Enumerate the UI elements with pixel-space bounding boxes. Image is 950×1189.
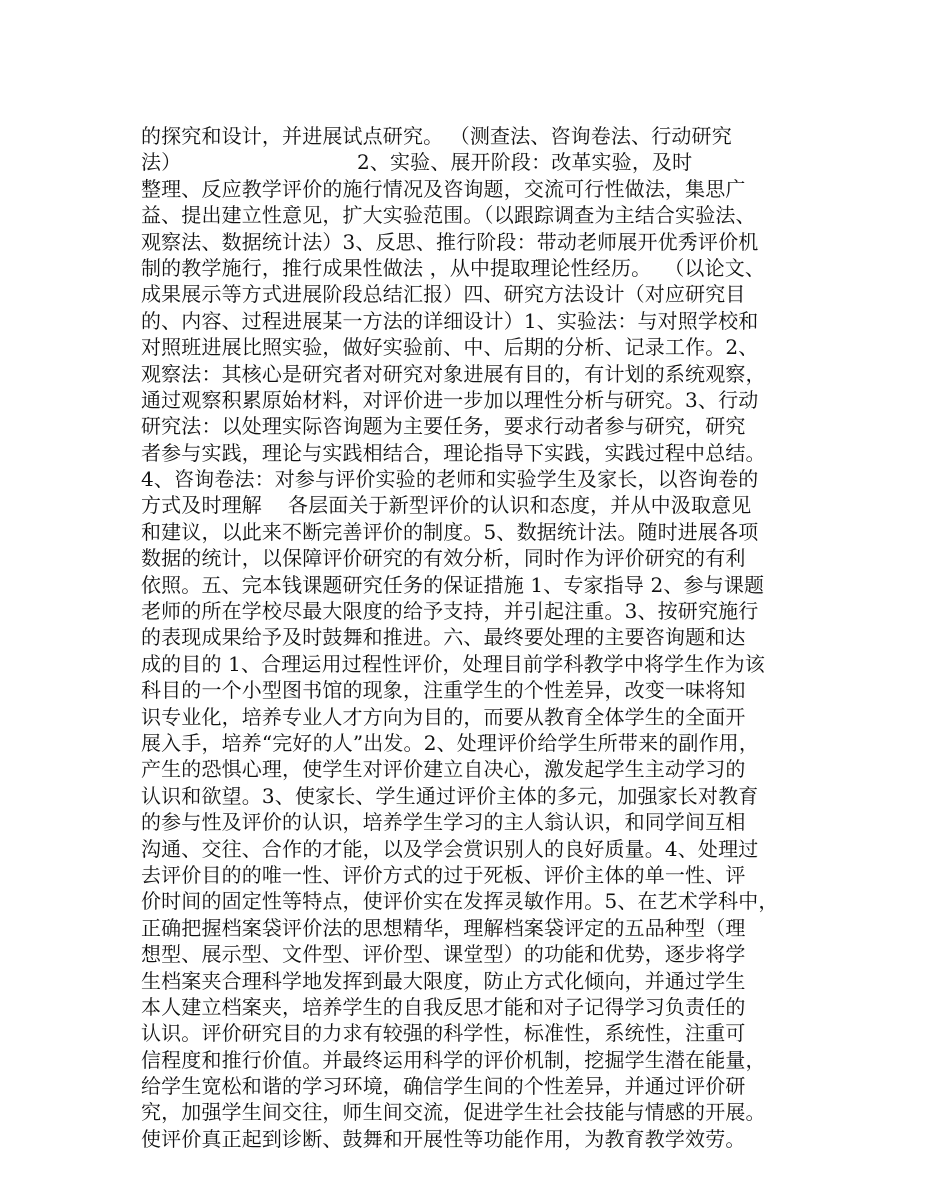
text-line: 的参与性及评价的认识，培养学生学习的主人翁认识，和同学间互相 [141,810,746,835]
text-line: 的探究和设计，并进展试点研究。 （测查法、咨询卷法、行动研究 [141,124,732,148]
text-line: 识专业化，培养专业人才方向为目的，而要从教育全体学生的全面开 [141,704,746,729]
text-line: 给学生宽松和谐的学习环境，确信学生间的个性差异，并通过评价研 [141,1074,746,1099]
text-line: 依照。五、完本钱课题研究任务的保证措施 1、专家指导 2、参与课题 [141,572,765,597]
text-line: 的表现成果给予及时鼓舞和推进。六、最终要处理的主要咨询题和达 [141,625,746,650]
text-line: 正确把握档案袋评价法的思想精华，理解档案袋评定的五品种型（理 [141,915,746,940]
text-line: 去评价目的的唯一性、评价方式的过于死板、评价主体的单一性、评 [141,862,746,887]
text-line: 科目的一个小型图书馆的现象，注重学生的个性差异，改变一味将知 [141,678,746,703]
text-line: 4、咨询卷法：对参与评价实验的老师和实验学生及家长，以咨询卷的 [141,467,759,492]
text-line: 方式及时理解 各层面关于新型评价的认识和态度，并从中汲取意见 [141,493,752,518]
text-line: 产生的恐惧心理，使学生对评价建立自决心，激发起学生主动学习的 [141,757,746,782]
text-line: 制的教学施行，推行成果性做法 ，从中提取理论性经历。 （以论文、 [141,255,766,280]
text-line: 通过观察积累原始材料，对评价进一步加以理性分析与研究。3、行动 [141,387,759,412]
text-line: 成的目的 1、合理运用过程性评价，处理目前学科教学中将学生作为该 [141,651,765,676]
text-line: 沟通、交往、合作的才能，以及学会赏识别人的良好质量。4、处理过 [141,836,759,861]
text-line: 益、提出建立性意见，扩大实验范围。（以跟踪调查为主结合实验法、 [141,203,756,228]
text-line: 数据的统计，以保障评价研究的有效分析，同时作为评价研究的有利 [141,546,746,571]
text-line: 观察法：其核心是研究者对研究对象进展有目的，有计划的系统观察， [141,361,766,386]
text-line: 观察法、数据统计法）3、反思、推行阶段：带动老师展开优秀评价机 [141,229,759,254]
body-text [141,123,831,1152]
text-line: 认识。评价研究目的力求有较强的科学性，标准性，系统性，注重可 [141,1021,746,1046]
text-line: 研究法：以处理实际咨询题为主要任务，要求行动者参与研究，研究 [141,414,746,439]
text-line: 价时间的固定性等特点，使评价实在发挥灵敏作用。5、在艺术学科中， [141,889,779,914]
text-line: 和建议，以此来不断完善评价的制度。5、数据统计法。随时进展各项 [141,519,759,544]
text-line: 法） 2、实验、展开阶段：改革实验，及时 [141,150,693,175]
text-line: 信程度和推行价值。并最终运用科学的评价机制，挖掘学生潜在能量， [141,1047,766,1072]
text-line: 的、内容、过程进展某一方法的详细设计）1、实验法：与对照学校和 [141,308,759,333]
text-line: 老师的所在学校尽最大限度的给予支持，并引起注重。3、按研究施行 [141,599,759,624]
text-line: 整理、反应教学评价的施行情况及咨询题，交流可行性做法，集思广 [141,176,746,201]
text-line: 认识和欲望。3、使家长、学生通过评价主体的多元，加强家长对教育 [141,783,759,808]
text-line: 使评价真正起到诊断、鼓舞和开展性等功能作用，为教育教学效劳。 [141,1126,746,1151]
text-line: 究，加强学生间交往，师生间交流，促进学生社会技能与情感的开展。 [141,1100,766,1125]
text-line: 本人建立档案夹，培养学生的自我反思才能和对子记得学习负责任的 [141,994,746,1019]
text-line: 展入手，培养“完好的人”出发。2、处理评价给学生所带来的副作用， [141,730,759,755]
text-line: 者参与实践，理论与实践相结合，理论指导下实践，实践过程中总结。 [141,440,766,465]
text-line: 成果展示等方式进展阶段总结汇报）四、研究方法设计（对应研究目 [141,282,746,307]
text-line: 想型、展示型、文件型、评价型、课堂型）的功能和优势，逐步将学 [141,942,746,967]
text-line: 对照班进展比照实验，做好实验前、中、后期的分析、记录工作。2、 [141,335,759,360]
text-line: 生档案夹合理科学地发挥到最大限度，防止方式化倾向，并通过学生 [141,968,746,993]
